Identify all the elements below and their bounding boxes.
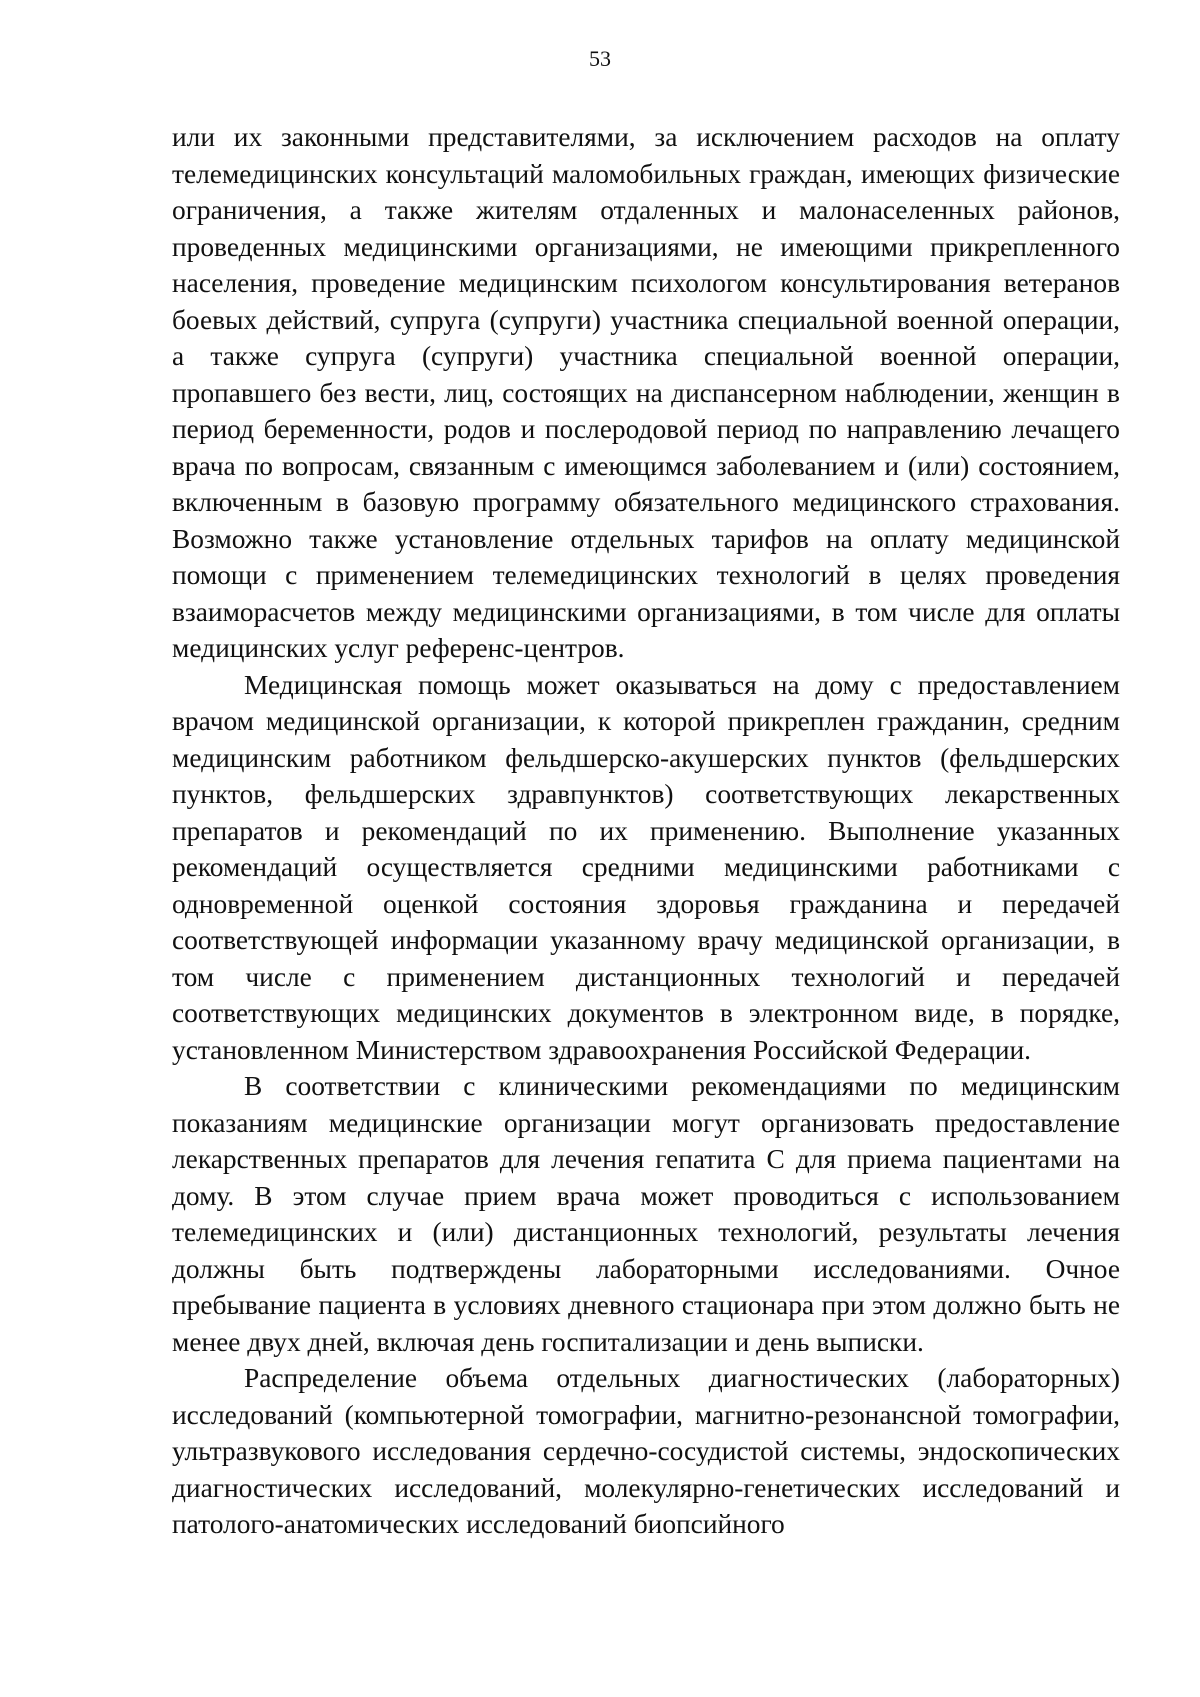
paragraph-payment-exceptions: или их законными представителями, за исключением расходов на оплату телемедицинских консультаций маломобильных граждан, имеющих физические ограничения, а также жителям отдаленных и малонаселенных районов, проведенных медицинскими организациями, не имеющими прикрепленного населения, проведение медицинским психологом консультирования ветеранов боевых действий, супруга (супруги) участника специальной военной операции, а также супруга (супруги) участника специальной военной операции, пропавшего без вести, лиц, состоящих на диспансерном наблюдении, женщин в период беременности, родов и послеродовой период по направлению лечащего врача по вопросам, связанным с имеющимся заболеванием и (или) состоянием, включенным в базовую программу обязательного медицинского страхования. Возможно также установление отдельных тарифов на оплату медицинской помощи с применением телемедицинских технологий в целях проведения взаиморасчетов между медицинскими организациями, в том числе для оплаты медицинских услуг референс-центров. xyxy=(172,122,1120,663)
paragraph-hepatitis-c: В соответствии с клиническими рекомендациями по медицинским показаниям медицинские организации могут организовать предоставление лекарственных препаратов для лечения гепатита С для приема пациентами на дому. В этом случае прием врача может проводиться с использованием телемедицинских и (или) дистанционных технологий, результаты лечения должны быть подтверждены лабораторными исследованиями. Очное пребывание пациента в условиях дневного стационара при этом должно быть не менее двух дней, включая день госпитализации и день выписки. xyxy=(172,1071,1120,1357)
paragraph-diagnostic-distribution: Распределение объема отдельных диагностических (лабораторных) исследований (компьютерной томографии, магнитно-резонансной томографии, ультразвукового исследования сердечно-сосудистой системы, эндоскопических диагностических исследований, молекулярно-генетических исследований и патолого-анатомических исследований биопсийного xyxy=(172,1363,1120,1539)
paragraph-home-care: Медицинская помощь может оказываться на дому с предоставлением врачом медицинской организации, к которой прикреплен гражданин, средним медицинским работником фельдшерско-акушерских пунктов (фельдшерских пунктов, фельдшерских здравпунктов) соответствующих лекарственных препаратов и рекомендаций по их применению. Выполнение указанных рекомендаций осуществляется средними медицинскими работниками с одновременной оценкой состояния здоровья гражданина и передачей соответствующей информации указанному врачу медицинской организации, в том числе с применением дистанционных технологий и передачей соответствующих медицинских документов в электронном виде, в порядке, установленном Министерством здравоохранения Российской Федерации. xyxy=(172,669,1120,1065)
page-number: 53 xyxy=(589,46,611,71)
body-text xyxy=(172,119,1120,1543)
